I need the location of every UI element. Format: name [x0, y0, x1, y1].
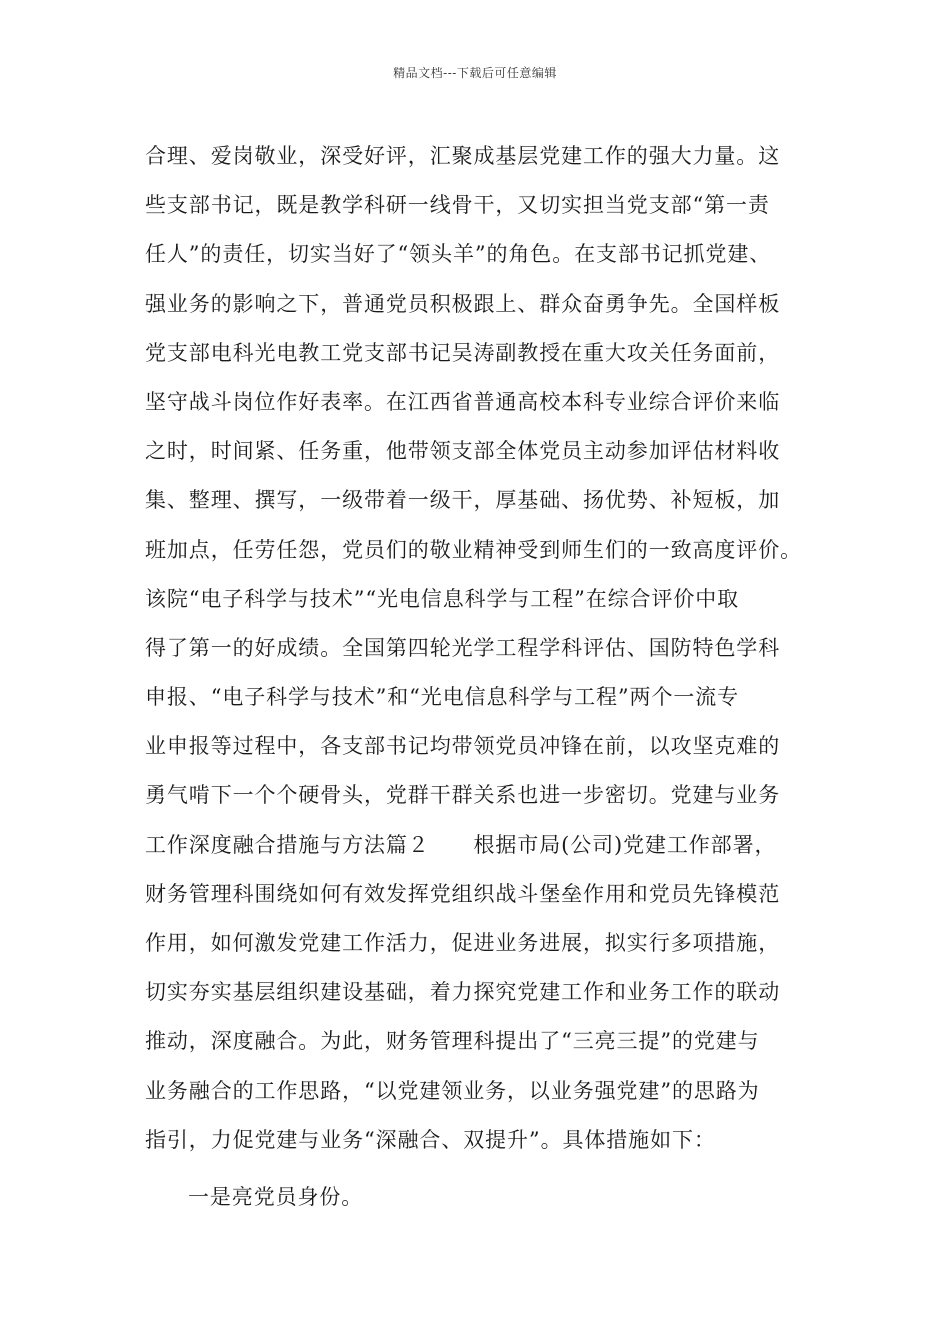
page-header: 精品文档---下载后可任意编辑 [393, 66, 557, 80]
text-line: 合理、爱岗敬业，深受好评，汇聚成基层党建工作的强大力量。这 [145, 144, 781, 168]
paragraph-start: 一是亮党员身份。 [188, 1184, 364, 1209]
text-line: 推动，深度融合。为此，财务管理科提出了“三亮三提”的党建与 [145, 1029, 760, 1054]
text-line: 党支部电科光电教工党支部书记吴涛副教授在重大攻关任务面前， [145, 340, 781, 365]
text-line: 业务融合的工作思路，“以党建领业务，以业务强党建”的思路为 [145, 1078, 760, 1103]
text-line: 申报、“电子科学与技术”和“光电信息科学与工程”两个一流专 [145, 685, 740, 710]
body-text [145, 132, 825, 1222]
text-line: 班加点，任劳任怨，党员们的敬业精神受到师生们的一致高度评价。 [145, 537, 802, 562]
text-line: 指引，力促党建与业务“深融合、双提升”。具体措施如下： [145, 1127, 716, 1152]
text-line: 集、整理、撰写，一级带着一级干，厚基础、扬优势、补短板，加 [145, 488, 781, 513]
text-line: 勇气啃下一个个硬骨头，党群干群关系也进一步密切。党建与业务 [145, 783, 781, 808]
text-line: 强业务的影响之下，普通党员积极跟上、群众奋勇争先。全国样板 [145, 291, 781, 316]
text-line: 些支部书记，既是教学科研一线骨干，又切实担当党支部“第一责 [145, 193, 770, 218]
text-line: 切实夯实基层组织建设基础，着力探究党建工作和业务工作的联动 [145, 980, 781, 1005]
text-line: 作用，如何激发党建工作活力，促进业务进展，拟实行多项措施， [145, 931, 781, 955]
text-line: 得了第一的好成绩。全国第四轮光学工程学科评估、国防特色学科 [145, 635, 781, 660]
text-line: 财务管理科围绕如何有效发挥党组织战斗堡垒作用和党员先锋模范 [145, 881, 781, 906]
text-line: 之时，时间紧、任务重，他带领支部全体党员主动参加评估材料收 [145, 439, 781, 464]
text-line: 工作深度融合措施与方法篇２ 根据市局(公司)党建工作部署， [145, 832, 777, 857]
text-line: 坚守战斗岗位作好表率。在江西省普通高校本科专业综合评价来临 [145, 389, 781, 414]
text-line: 任人”的责任，切实当好了“领头羊”的角色。在支部书记抓党建、 [145, 242, 772, 267]
text-line: 业申报等过程中，各支部书记均带领党员冲锋在前，以攻坚克难的 [145, 734, 781, 759]
text-line: 该院“电子科学与技术”“光电信息科学与工程”在综合评价中取 [145, 586, 740, 611]
